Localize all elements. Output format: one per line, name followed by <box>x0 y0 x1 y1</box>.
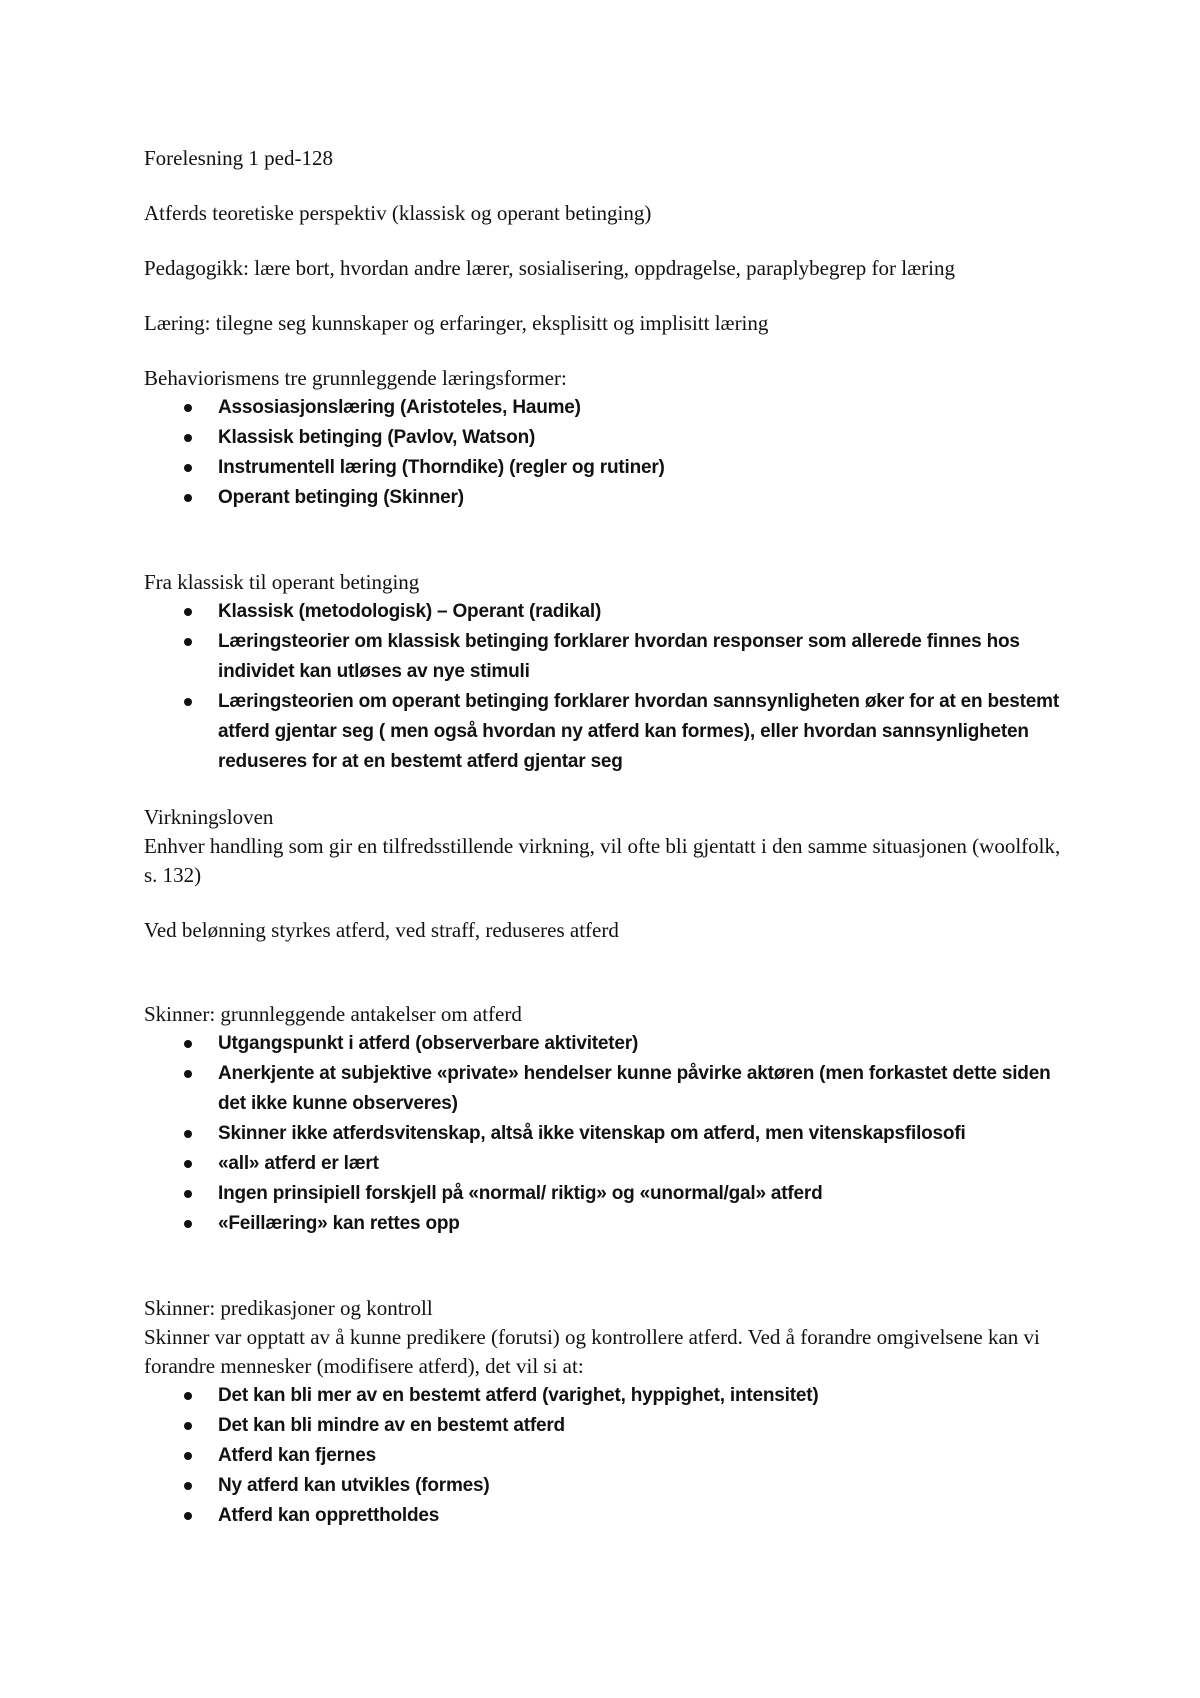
list-item: Læringsteorien om operant betinging forklarer hvordan sannsynligheten øker for at en bestemt atferd gjentar seg ( men også hvordan ny atferd kan formes), eller hvordan sannsynligheten reduseres for at en bestemt atferd gjentar seg <box>144 687 1074 777</box>
bullet-icon <box>184 1422 192 1430</box>
list-item: Operant betinging (Skinner) <box>144 483 1074 513</box>
list-item: Anerkjente at subjektive «private» hendelser kunne påvirke aktøren (men forkastet dette siden det ikke kunne observeres) <box>144 1059 1074 1119</box>
skinner-antakelser-list <box>144 1029 1074 1239</box>
bullet-icon <box>184 464 192 472</box>
bullet-icon <box>184 698 192 706</box>
list-item: Utgangspunkt i atferd (observerbare aktiviteter) <box>144 1029 1074 1059</box>
bullet-icon <box>184 404 192 412</box>
list-item: Klassisk (metodologisk) – Operant (radikal) <box>144 597 1074 627</box>
skinner-prediksjon-heading: Skinner: predikasjoner og kontroll <box>144 1296 433 1320</box>
list-item: Klassisk betinging (Pavlov, Watson) <box>144 423 1074 453</box>
behaviorism-heading: Behaviorismens tre grunnleggende læringsformer: <box>144 366 567 390</box>
virkningsloven-text: Enhver handling som gir en tilfredsstillende virkning, vil ofte bli gjentatt i den samme situasjonen (woolfolk, s. 132) <box>144 834 1061 887</box>
list-item: Ny atferd kan utvikles (formes) <box>144 1471 1074 1501</box>
skinner-antakelser-heading: Skinner: grunnleggende antakelser om atferd <box>144 1002 522 1026</box>
list-item: Assosiasjonslæring (Aristoteles, Haume) <box>144 393 1074 423</box>
list-item: Læringsteorier om klassisk betinging forklarer hvordan responser som allerede finnes hos individet kan utløses av nye stimuli <box>144 627 1074 687</box>
document-subtitle: Atferds teoretiske perspektiv (klassisk og operant betinging) <box>144 201 652 225</box>
list-item: Det kan bli mindre av en bestemt atferd <box>144 1411 1074 1441</box>
belonning-text: Ved belønning styrkes atferd, ved straff, reduseres atferd <box>144 918 619 942</box>
document-page <box>144 144 1074 1531</box>
virkningsloven-heading: Virkningsloven <box>144 805 274 829</box>
bullet-icon <box>184 1392 192 1400</box>
bullet-icon <box>184 1220 192 1228</box>
list-item: «Feillæring» kan rettes opp <box>144 1209 1074 1239</box>
list-item: Atferd kan fjernes <box>144 1441 1074 1471</box>
klassisk-operant-list <box>144 597 1074 777</box>
skinner-prediksjon-list <box>144 1381 1074 1531</box>
bullet-icon <box>184 1482 192 1490</box>
list-item: Ingen prinsipiell forskjell på «normal/ riktig» og «unormal/gal» atferd <box>144 1179 1074 1209</box>
bullet-icon <box>184 638 192 646</box>
klassisk-operant-heading: Fra klassisk til operant betinging <box>144 570 420 594</box>
bullet-icon <box>184 1512 192 1520</box>
bullet-icon <box>184 1190 192 1198</box>
bullet-icon <box>184 1160 192 1168</box>
list-item: «all» atferd er lært <box>144 1149 1074 1179</box>
document-title: Forelesning 1 ped-128 <box>144 146 333 170</box>
laering-definition: Læring: tilegne seg kunnskaper og erfaringer, eksplisitt og implisitt læring <box>144 311 769 335</box>
bullet-icon <box>184 1040 192 1048</box>
list-item: Atferd kan opprettholdes <box>144 1501 1074 1531</box>
behaviorism-list <box>144 393 1074 513</box>
bullet-icon <box>184 1130 192 1138</box>
pedagogikk-definition: Pedagogikk: lære bort, hvordan andre lærer, sosialisering, oppdragelse, paraplybegrep for læring <box>144 256 955 280</box>
bullet-icon <box>184 434 192 442</box>
list-item: Skinner ikke atferdsvitenskap, altså ikke vitenskap om atferd, men vitenskapsfilosofi <box>144 1119 1074 1149</box>
bullet-icon <box>184 608 192 616</box>
list-item: Det kan bli mer av en bestemt atferd (varighet, hyppighet, intensitet) <box>144 1381 1074 1411</box>
skinner-prediksjon-text: Skinner var opptatt av å kunne predikere (forutsi) og kontrollere atferd. Ved å forandre omgivelsene kan vi forandre mennesker (modifisere atferd), det vil si at: <box>144 1325 1040 1378</box>
bullet-icon <box>184 1452 192 1460</box>
bullet-icon <box>184 494 192 502</box>
list-item: Instrumentell læring (Thorndike) (regler og rutiner) <box>144 453 1074 483</box>
bullet-icon <box>184 1070 192 1078</box>
